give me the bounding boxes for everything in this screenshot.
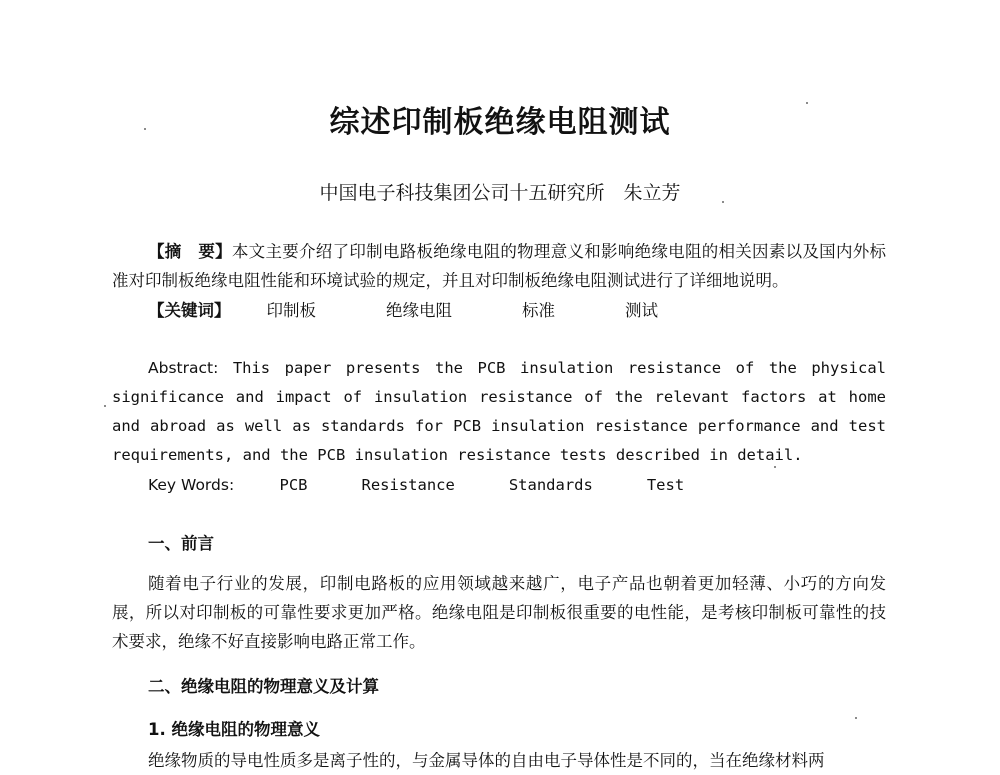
abstract-cn-text: 本文主要介绍了印制电路板绝缘电阻的物理意义和影响绝缘电阻的相关因素以及国内外标准对印制板绝缘电阻性能和环境试验的规定，并且对印制板绝缘电阻测试进行了详细地说明。 <box>112 242 887 290</box>
keyword-en-item: Test <box>646 476 685 494</box>
scan-speck <box>774 466 776 468</box>
paper-title: 综述印制板绝缘电阻测试 <box>329 105 671 140</box>
keywords-cn <box>112 296 886 325</box>
section-heading-physical-meaning: 二、绝缘电阻的物理意义及计算 <box>148 677 379 696</box>
scan-speck <box>104 405 106 407</box>
section-intro-text: 随着电子行业的发展，印制电路板的应用领域越来越广，电子产品也朝着更加轻薄、小巧的方向发展，所以对印制板的可靠性要求更加严格。绝缘电阻是印制板很重要的电性能，是考核印制板可靠性的技术要求，绝缘不好直接影响电路正常工作。 <box>112 574 886 651</box>
keyword-en-item: PCB <box>279 476 308 494</box>
keyword-cn-item: 标准 <box>522 301 555 320</box>
subsection-text: 绝缘物质的导电性质多是离子性的，与金属导体的自由电子导体性是不同的，当在绝缘材料两 <box>148 751 825 770</box>
scan-speck <box>855 717 857 719</box>
scan-speck <box>806 102 808 104</box>
abstract-cn-label: 【摘 要】 <box>148 242 232 261</box>
keywords-en <box>112 471 886 500</box>
keywords-en-label: Key Words: <box>148 476 235 494</box>
page-bottom-crop <box>0 740 1000 770</box>
author-affiliation: 中国电子科技集团公司十五研究所 朱立芳 <box>319 182 681 204</box>
subsection-heading-physical-meaning: 1. 绝缘电阻的物理意义 <box>148 720 320 739</box>
scan-speck <box>722 201 724 203</box>
keyword-cn-item: 印制板 <box>266 301 316 320</box>
abstract-en-label: Abstract: <box>148 359 219 377</box>
abstract-cn <box>112 237 886 295</box>
scan-speck <box>144 128 146 130</box>
abstract-en <box>112 354 886 470</box>
abstract-en-text: This paper presents the PCB insulation resistance of the physical significance and impact of insulation resistance of the relevant factors at home and abroad as well as standards for PCB insulation resistance performance and test requirements, and the PCB insulation resistance tests described in detail. <box>112 359 886 464</box>
keywords-cn-label: 【关键词】 <box>148 301 231 320</box>
keyword-cn-item: 测试 <box>625 301 658 320</box>
keyword-en-item: Resistance <box>361 476 455 494</box>
keyword-en-item: Standards <box>508 476 593 494</box>
section-heading-intro: 一、前言 <box>148 534 214 553</box>
keyword-cn-item: 绝缘电阻 <box>386 301 452 320</box>
